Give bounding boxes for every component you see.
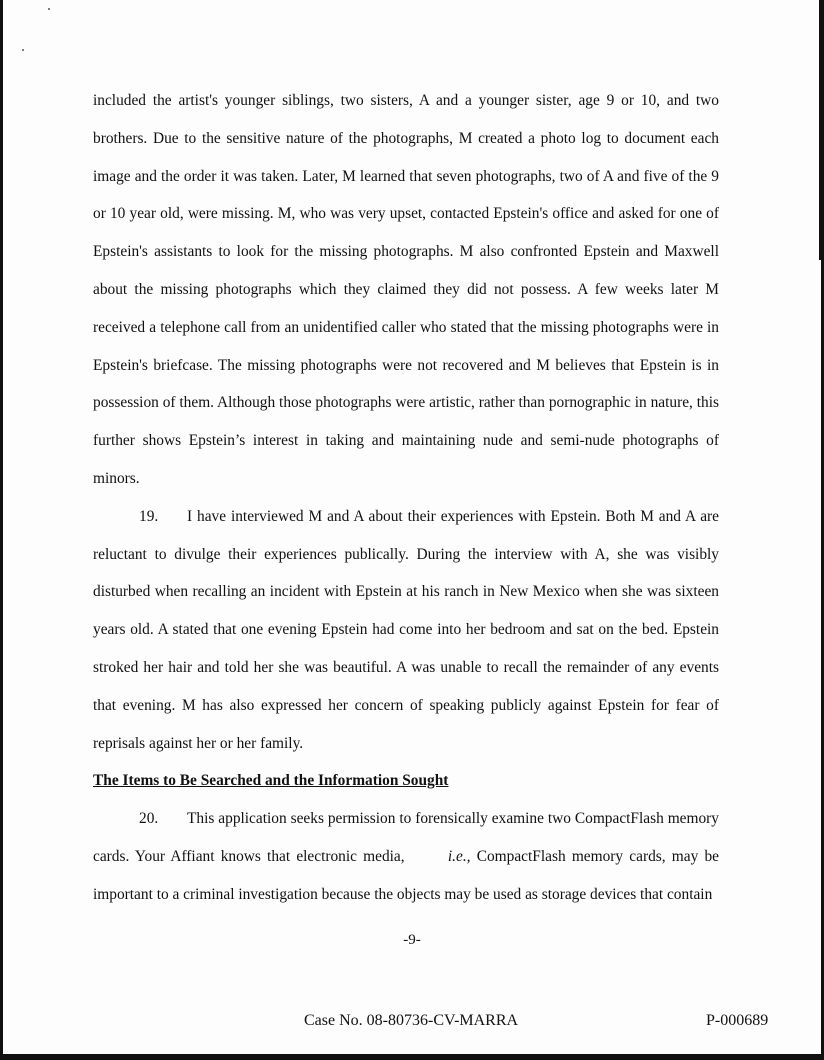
scan-edge-bottom xyxy=(0,1054,824,1060)
section-heading: The Items to Be Searched and the Information Sought xyxy=(93,772,449,790)
paragraph-19 xyxy=(93,498,719,763)
paragraph-20 xyxy=(93,800,719,913)
paragraph-20-number: 20. xyxy=(139,810,159,828)
scan-speck xyxy=(22,49,24,51)
document-body xyxy=(93,82,719,914)
scan-edge-right-top xyxy=(819,0,824,260)
scan-edge-left xyxy=(0,0,3,1060)
paragraph-20-text-after: CompactFlash memory cards, may be important to a criminal investigation because the objects may be used as storage devices that contain xyxy=(93,847,719,903)
paragraph-19-text: I have interviewed M and A about their experiences with Epstein. Both M and A are reluctant to divulge their experiences publically. During the interview with A, she was visibly disturbed when recalling an incident with Epstein at his ranch in New Mexico when she was sixteen years old. A stated that one evening Epstein had come into her bedroom and sat on the bed. Epstein stroked her hair and told her she was beautiful. A was unable to recall the remainder of any events that evening. M has also expressed her concern of speaking publicly against Epstein for fear of reprisals against her or her family. xyxy=(93,507,719,752)
paragraph-19-number: 19. xyxy=(139,507,159,525)
scan-speck xyxy=(48,8,50,10)
paragraph-18-continued: included the artist's younger siblings, two sisters, A and a younger sister, age 9 or 10, and two brothers. Due to the sensitive nature of the photographs, M created a photo log to document each image and the order it was taken. Later, M learned that seven photographs, two of A and five of the 9 or 10 year old, were missing. M, who was very upset, contacted Epstein's office and asked for one of Epstein's assistants to look for the missing photographs. M also confronted Epstein and Maxwell about the missing photographs which they claimed they did not possess. A few weeks later M received a telephone call from an unidentified caller who stated that the missing photographs were in Epstein's briefcase. The missing photographs were not recovered and M believes that Epstein is in possession of them. Although those photographs were artistic, rather than pornographic in nature, this further shows Epstein’s interest in taking and maintaining nude and semi-nude photographs of minors. xyxy=(93,92,719,487)
footer-bates-number: P-000689 xyxy=(706,1012,769,1029)
paragraph-20-italic: i.e., xyxy=(447,847,471,865)
paragraph-20-text-before: This application seeks permission to forensically examine two CompactFlash memory cards. Your Affiant knows that electronic media, xyxy=(93,810,719,865)
page-number: -9- xyxy=(403,932,421,948)
footer-case-number: Case No. 08-80736-CV-MARRA xyxy=(304,1012,519,1029)
